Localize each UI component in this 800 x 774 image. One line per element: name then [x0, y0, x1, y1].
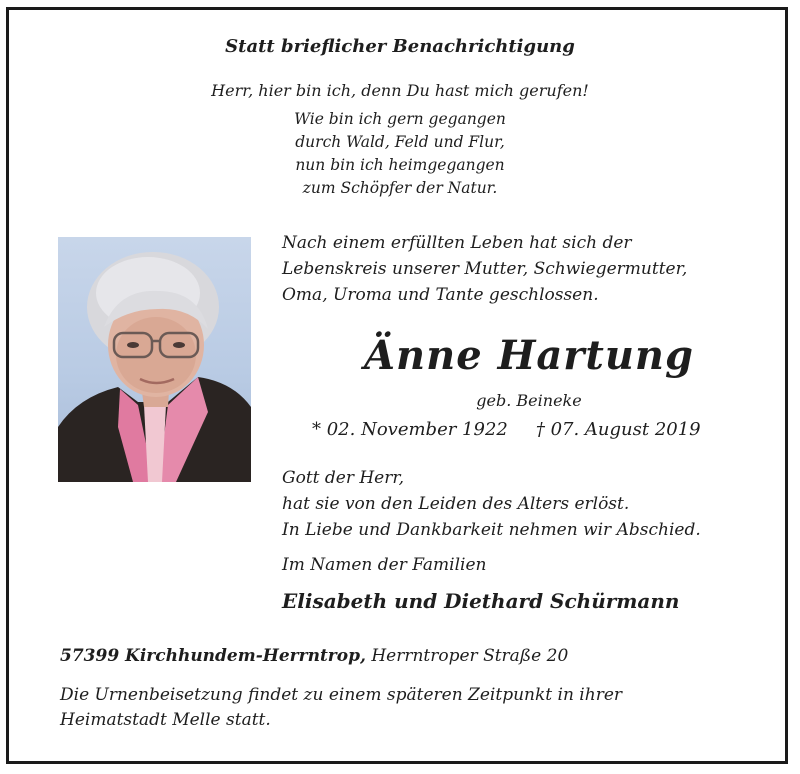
death-date: † 07. August 2019 [535, 419, 701, 440]
notice-line: Die Urnenbeisetzung findet zu einem späteren Zeitpunkt in ihrer [60, 685, 623, 705]
family-intro: Im Namen der Familien [282, 555, 487, 575]
address [60, 646, 568, 666]
intro-text [282, 230, 687, 308]
poem-line: nun bin ich heimgegangen [295, 156, 505, 174]
deceased-name: Änne Hartung [364, 332, 694, 379]
notice-header: Statt brieflicher Benachrichtigung [225, 36, 575, 57]
intro-line: Lebenskreis unserer Mutter, Schwiegermutter, [282, 259, 688, 279]
notice-line: Heimatstadt Melle statt. [60, 710, 271, 730]
portrait-photo [58, 237, 251, 482]
poem-line: Wie bin ich gern gegangen [294, 110, 506, 128]
birth-date: * 02. November 1922 [312, 419, 508, 440]
address-street: Herrntroper Straße 20 [371, 646, 569, 666]
intro-line: Nach einem erfüllten Leben hat sich der [282, 233, 632, 253]
birth-name: geb. Beineke [476, 391, 582, 410]
family-names: Elisabeth und Diethard Schürmann [282, 589, 680, 613]
closing-text [282, 465, 701, 543]
poem-line: zum Schöpfer der Natur. [302, 179, 498, 197]
bible-quote: Herr, hier bin ich, denn Du hast mich gerufen! [211, 81, 589, 100]
address-city: 57399 Kirchhundem-Herrntrop, [60, 646, 366, 666]
closing-line: Gott der Herr, [282, 468, 405, 488]
closing-line: In Liebe und Dankbarkeit nehmen wir Abschied. [282, 520, 701, 540]
life-dates [312, 419, 701, 440]
poem [0, 108, 800, 200]
burial-notice [60, 683, 622, 733]
closing-line: hat sie von den Leiden des Alters erlöst. [282, 494, 630, 514]
intro-line: Oma, Uroma und Tante geschlossen. [282, 285, 599, 305]
poem-line: durch Wald, Feld und Flur, [295, 133, 505, 151]
